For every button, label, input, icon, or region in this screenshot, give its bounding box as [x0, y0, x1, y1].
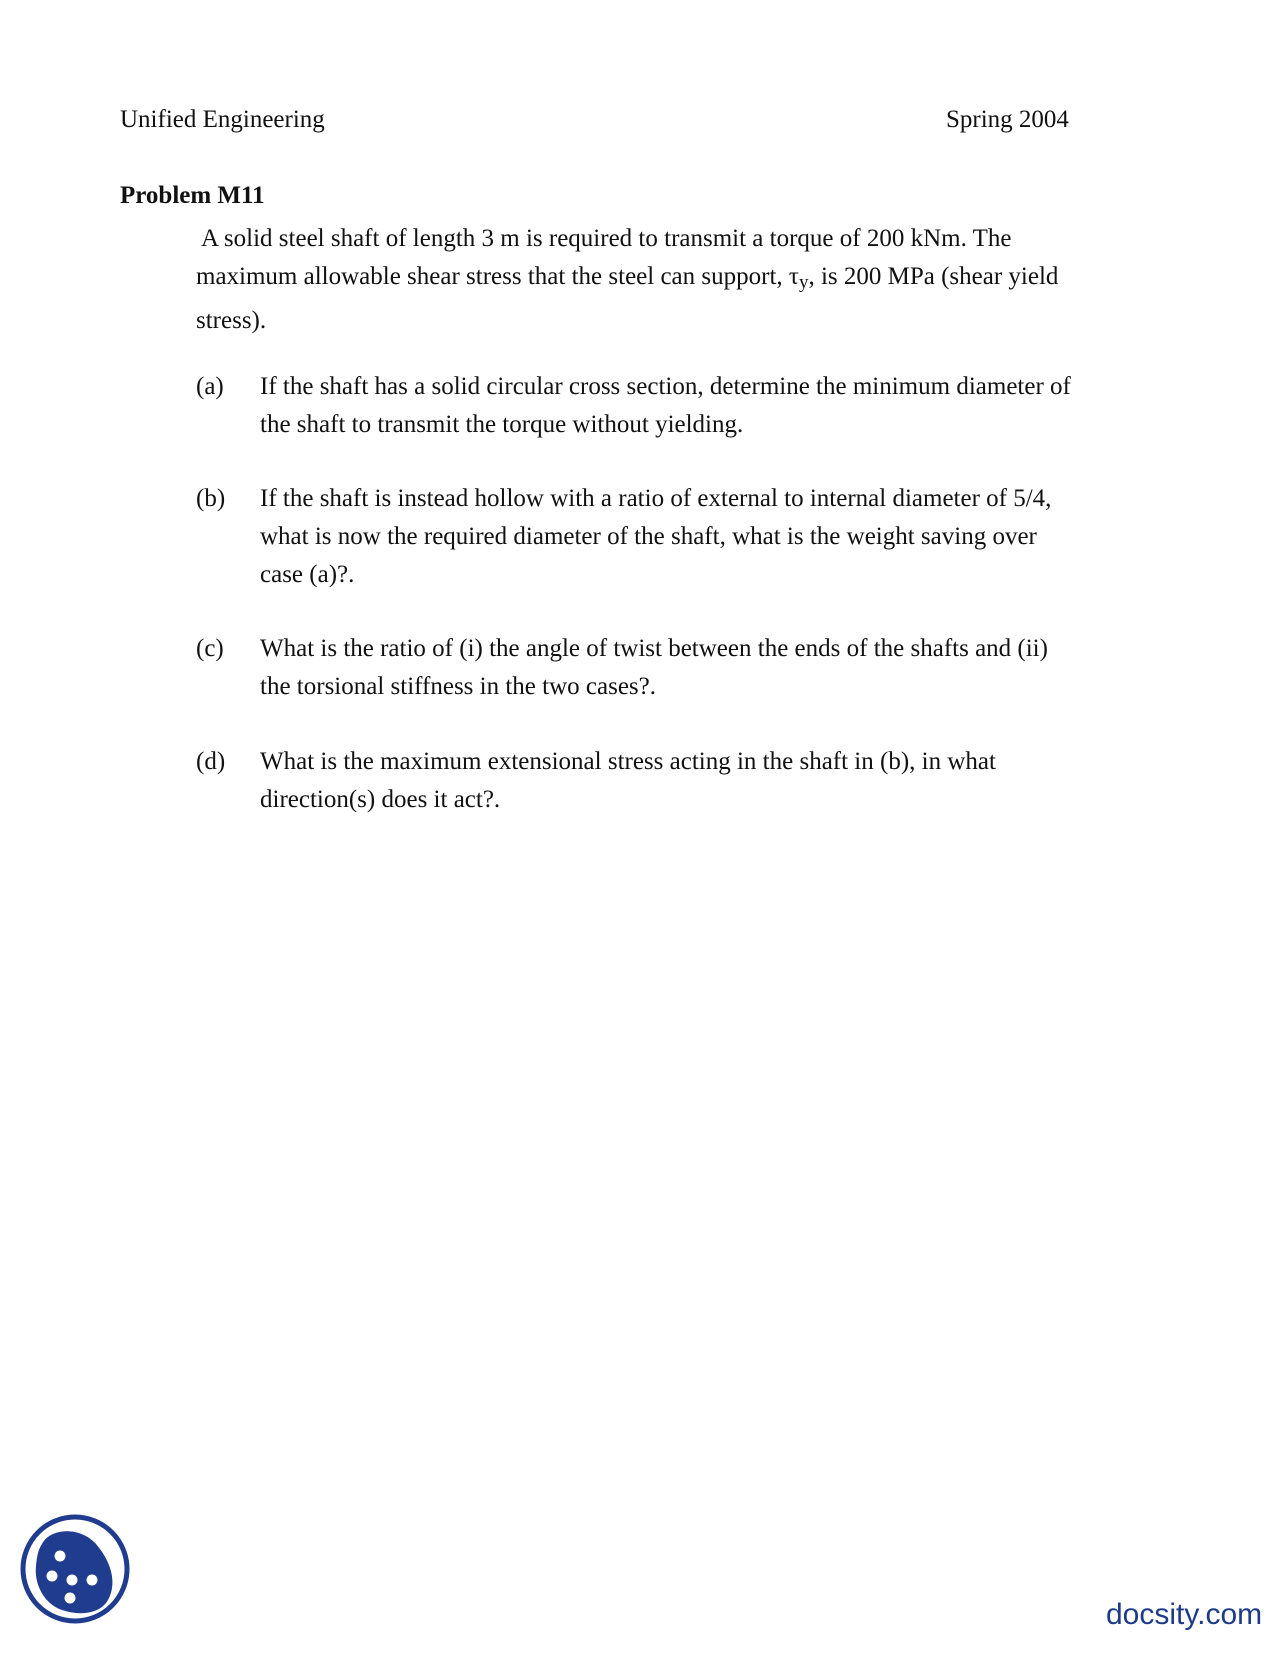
- part-line: case (a)?.: [260, 561, 355, 588]
- part-label: (d): [196, 748, 226, 775]
- part-text: [260, 368, 1170, 444]
- intro-line-2-post: , is 200 MPa (shear yield: [808, 263, 1059, 290]
- problem-intro: [196, 220, 1156, 340]
- part-line: direction(s) does it act?.: [260, 786, 501, 813]
- part-label: (c): [196, 635, 224, 662]
- tau-subscript: y: [798, 272, 809, 293]
- part-line: the torsional stiffness in the two cases?.: [260, 673, 656, 700]
- term: Spring 2004: [946, 106, 1069, 133]
- part-line: What is the ratio of (i) the angle of twist between the ends of the shafts and (ii): [260, 635, 1048, 662]
- intro-line-3: stress).: [196, 307, 267, 334]
- intro-line-1: A solid steel shaft of length 3 m is required to transmit a torque of 200 kNm. The: [201, 225, 1012, 252]
- problem-title: Problem M11: [120, 182, 265, 209]
- part-line: If the shaft is instead hollow with a ratio of external to internal diameter of 5/4,: [260, 485, 1052, 512]
- part-line: If the shaft has a solid circular cross section, determine the minimum diameter of: [260, 373, 1071, 400]
- intro-line-2: [196, 258, 1156, 302]
- part-line: What is the maximum extensional stress acting in the shaft in (b), in what: [260, 748, 996, 775]
- part-label: (b): [196, 485, 226, 512]
- course-name: Unified Engineering: [120, 106, 325, 133]
- part-text: [260, 630, 1170, 706]
- docsity-brand-link[interactable]: docsity.com: [1106, 1598, 1263, 1631]
- intro-line-2-pre: maximum allowable shear stress that the steel can support, τ: [196, 263, 799, 290]
- part-line: the shaft to transmit the torque without yielding.: [260, 411, 744, 438]
- part-text: [260, 480, 1170, 594]
- part-line: what is now the required diameter of the shaft, what is the weight saving over: [260, 523, 1037, 550]
- part-text: [260, 743, 1170, 819]
- docsity-logo-icon[interactable]: [20, 1514, 130, 1624]
- part-label: (a): [196, 373, 224, 400]
